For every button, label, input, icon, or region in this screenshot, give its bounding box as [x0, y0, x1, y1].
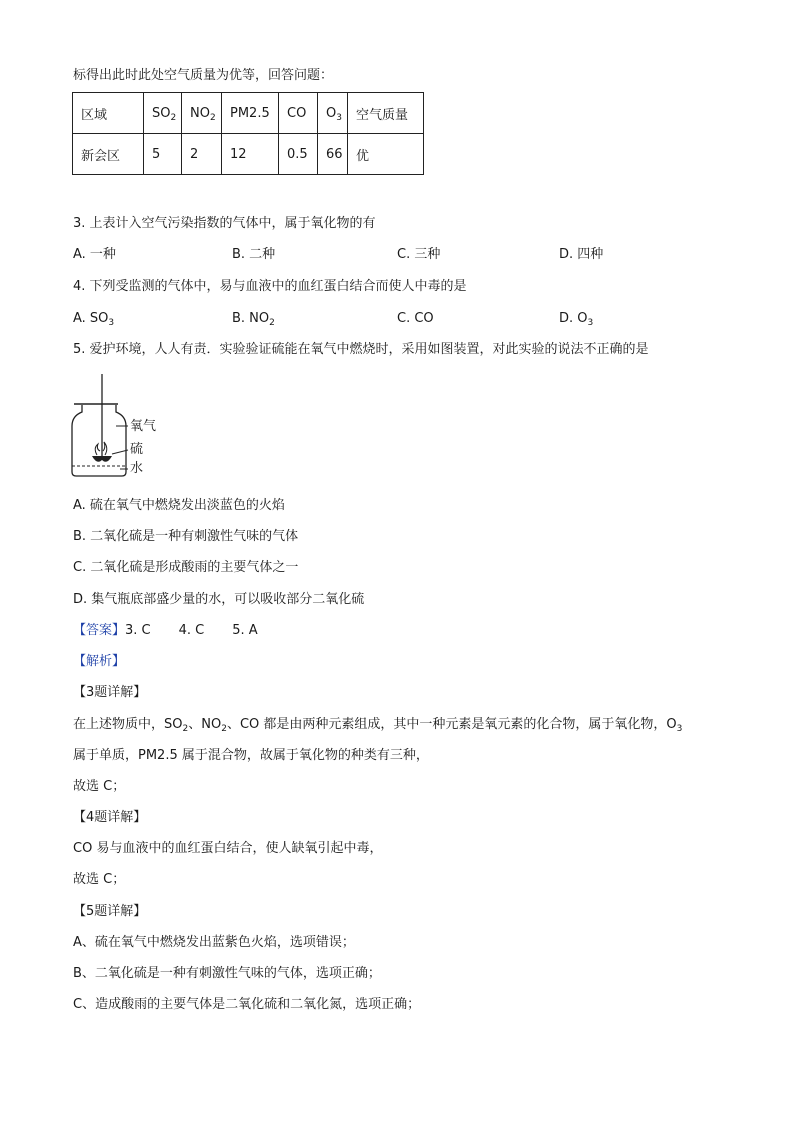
- q5-option-c[interactable]: C. 二氧化硫是形成酸雨的主要气体之一: [73, 560, 299, 575]
- table-cell: 新会区: [73, 134, 144, 175]
- q3-option-a[interactable]: A. 一种: [73, 247, 116, 262]
- header-cell: 区域: [73, 93, 144, 134]
- q4-option-c[interactable]: C. CO: [397, 311, 434, 326]
- flame-icon: [95, 442, 107, 455]
- analysis-label: 【解析】: [73, 654, 126, 669]
- answer-item: 5. A: [232, 623, 258, 638]
- q3-option-b[interactable]: B. 二种: [232, 247, 276, 262]
- detail-5-line-1: A、硫在氧气中燃烧发出蓝紫色火焰，选项错误；: [73, 935, 355, 950]
- header-cell: $SO_2$: [144, 93, 182, 134]
- table-cell: 5: [144, 134, 182, 175]
- sulfur-spoon: [92, 456, 112, 462]
- table-row: [73, 134, 424, 175]
- q5-option-d[interactable]: D. 集气瓶底部盛少量的水，可以吸收部分二氧化硫: [73, 592, 365, 607]
- header-cell: $NO_2$: [182, 93, 222, 134]
- water-label: 水: [130, 461, 144, 476]
- table-cell: 0.5: [279, 134, 318, 175]
- detail-4-line-1: CO 易与血液中的血红蛋白结合，使人缺氧引起中毒，: [73, 841, 383, 856]
- gas-jar: [72, 405, 126, 476]
- header-cell: $O_3$: [318, 93, 348, 134]
- table-cell: 优: [348, 134, 424, 175]
- header-cell: CO: [279, 93, 318, 134]
- detail-5-line-2: B、二氧化硫是一种有刺激性气味的气体，选项正确；: [73, 966, 381, 981]
- answer-item: 4. C: [178, 623, 205, 638]
- table-cell: 66: [318, 134, 348, 175]
- q5-stem: 5. 爱护环境，人人有责．实验验证硫能在氧气中燃烧时，采用如图装置，对此实验的说法不正确的是: [73, 342, 649, 357]
- q4-option-a[interactable]: A. $SO_3$: [73, 311, 115, 328]
- q4-option-d[interactable]: D. $O_3$: [559, 311, 594, 328]
- intro-text: 标得出此时此处空气质量为优等，回答问题：: [73, 68, 334, 83]
- detail-4-line-2: 故选 C；: [73, 872, 126, 887]
- q5-option-b[interactable]: B. 二氧化硫是一种有刺激性气味的气体: [73, 529, 299, 544]
- detail-3-line-3: 故选 C；: [73, 779, 126, 794]
- answer-item: 3. C: [125, 623, 151, 638]
- oxygen-label: 氧气: [130, 419, 157, 434]
- table-cell: 2: [182, 134, 222, 175]
- air-quality-table: [72, 92, 424, 175]
- detail-5-title: 【5题详解】: [73, 904, 147, 919]
- header-cell: 空气质量: [348, 93, 424, 134]
- q5-option-a[interactable]: A. 硫在氧气中燃烧发出淡蓝色的火焰: [73, 498, 285, 513]
- q4-option-b[interactable]: B. $NO_2$: [232, 311, 275, 328]
- detail-4-title: 【4题详解】: [73, 810, 147, 825]
- table-header-row: [73, 93, 424, 134]
- answer-label: 【答案】: [73, 623, 126, 638]
- detail-3-line-1: 在上述物质中，$SO_2$、$NO_2$、CO 都是由两种元素组成，其中一种元素是氧元素的化合物，属于氧化物，$O_3$: [73, 717, 683, 734]
- answer-line: [73, 622, 258, 640]
- table-cell: 12: [222, 134, 279, 175]
- q3-option-c[interactable]: C. 三种: [397, 247, 441, 262]
- sulfur-label: 硫: [130, 442, 144, 457]
- detail-5-line-3: C、造成酸雨的主要气体是二氧化硫和二氧化氮，选项正确；: [73, 997, 421, 1012]
- header-cell: PM2.5: [222, 93, 279, 134]
- detail-3-title: 【3题详解】: [73, 685, 147, 700]
- detail-3-line-2: 属于单质，PM2.5 属于混合物，故属于氧化物的种类有三种，: [73, 748, 429, 763]
- q4-stem: 4. 下列受监测的气体中，易与血液中的血红蛋白结合而使人中毒的是: [73, 279, 467, 294]
- q3-option-d[interactable]: D. 四种: [559, 247, 604, 262]
- q3-stem: 3. 上表计入空气污染指数的气体中，属于氧化物的有: [73, 216, 376, 231]
- gas-jar-apparatus: [60, 372, 180, 482]
